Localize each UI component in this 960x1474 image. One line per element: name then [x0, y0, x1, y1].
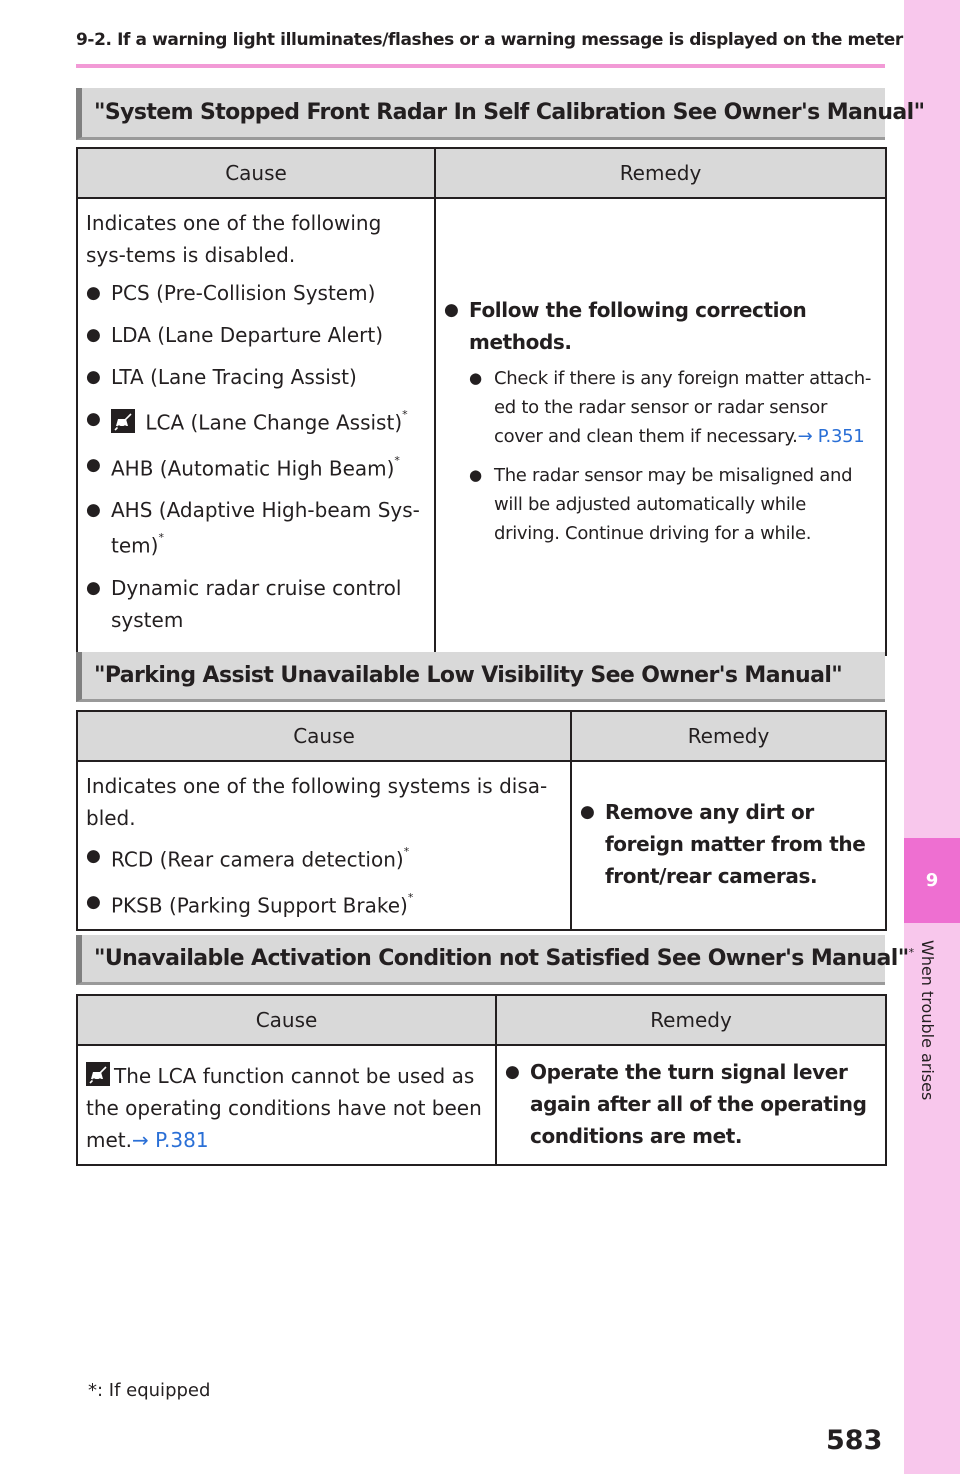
column-header-cause: Cause	[77, 148, 435, 198]
chapter-number-tab: 9	[904, 838, 960, 923]
column-header-cause: Cause	[77, 711, 571, 761]
cause-intro: Indicates one of the following systems is disa-bled.	[86, 774, 548, 830]
remedy-sub-list	[469, 364, 877, 548]
list-item: ● Operate the turn signal lever again after all of the operating conditions are met.	[505, 1056, 877, 1152]
cause-list	[86, 840, 562, 921]
remedy-list	[505, 1056, 877, 1152]
lca-car-icon	[111, 409, 135, 433]
cause-cell	[77, 198, 435, 655]
section-heading-front-radar: "System Stopped Front Radar In Self Calibration See Owner's Manual"	[76, 88, 885, 140]
section-heading-parking-assist: "Parking Assist Unavailable Low Visibility See Owner's Manual"	[76, 652, 885, 702]
cause-intro: Indicates one of the following sys-tems is disabled.	[86, 211, 382, 267]
list-item: ● PCS (Pre-Collision System)	[86, 277, 426, 309]
list-item: ● AHS (Adaptive High-beam Sys-tem)*	[86, 494, 426, 562]
list-item: ● The radar sensor may be misaligned and will be adjusted automatically while driving. Continue driving for a while.	[469, 461, 877, 548]
list-item: ● RCD (Rear camera detection)*	[86, 840, 562, 876]
column-header-cause: Cause	[77, 995, 496, 1045]
list-item: ● PKSB (Parking Support Brake)*	[86, 886, 562, 922]
list-item: ● AHB (Automatic High Beam)*	[86, 449, 426, 485]
list-item: ● LDA (Lane Departure Alert)	[86, 319, 426, 351]
footnote: *: If equipped	[88, 1380, 211, 1401]
column-header-remedy: Remedy	[435, 148, 886, 198]
remedy-cell	[496, 1045, 886, 1165]
page-number: 583	[826, 1425, 883, 1456]
list-item: ● LCA (Lane Change Assist)*	[86, 403, 426, 439]
remedy-list	[444, 294, 877, 548]
page-link-381[interactable]: → P.381	[132, 1128, 209, 1152]
list-item: ● Check if there is any foreign matter attach-ed to the radar sensor or radar sensor cover and clean them if necessary.→ P.351	[469, 364, 877, 451]
page-link-351[interactable]: → P.351	[797, 426, 865, 448]
lca-car-icon	[86, 1062, 110, 1086]
cause-cell: The LCA function cannot be used as the operating conditions have not been met.→ P.381	[77, 1045, 496, 1165]
header-rule	[76, 64, 885, 68]
table-front-radar	[76, 147, 887, 656]
list-item: ● Dynamic radar cruise control system	[86, 572, 426, 636]
table-parking-assist	[76, 710, 887, 931]
table-activation-condition	[76, 994, 887, 1166]
cause-list	[86, 277, 426, 636]
list-item: ● LTA (Lane Tracing Assist)	[86, 361, 426, 393]
cause-cell	[77, 761, 571, 930]
list-item: ● Remove any dirt or foreign matter from the front/rear cameras.	[580, 796, 877, 892]
page-header-title: 9-2. If a warning light illuminates/flashes or a warning message is displayed on the meter	[76, 30, 903, 50]
remedy-cell	[571, 761, 886, 930]
remedy-cell	[435, 198, 886, 655]
remedy-list	[580, 796, 877, 892]
side-tab	[904, 0, 960, 1474]
column-header-remedy: Remedy	[571, 711, 886, 761]
column-header-remedy: Remedy	[496, 995, 886, 1045]
section-heading-activation-condition: "Unavailable Activation Condition not Satisfied See Owner's Manual" *	[76, 935, 885, 985]
chapter-label: When trouble arises	[918, 940, 937, 1101]
list-item: ● Follow the following correction methods. ● Check if there is any foreign matter attach-ed to the radar sensor or radar sensor cover and clean them if necessary.→ P.351 ● The radar sensor may be misaligned and will be adjusted automatically while driving. Continue driving for a while.	[444, 294, 877, 548]
